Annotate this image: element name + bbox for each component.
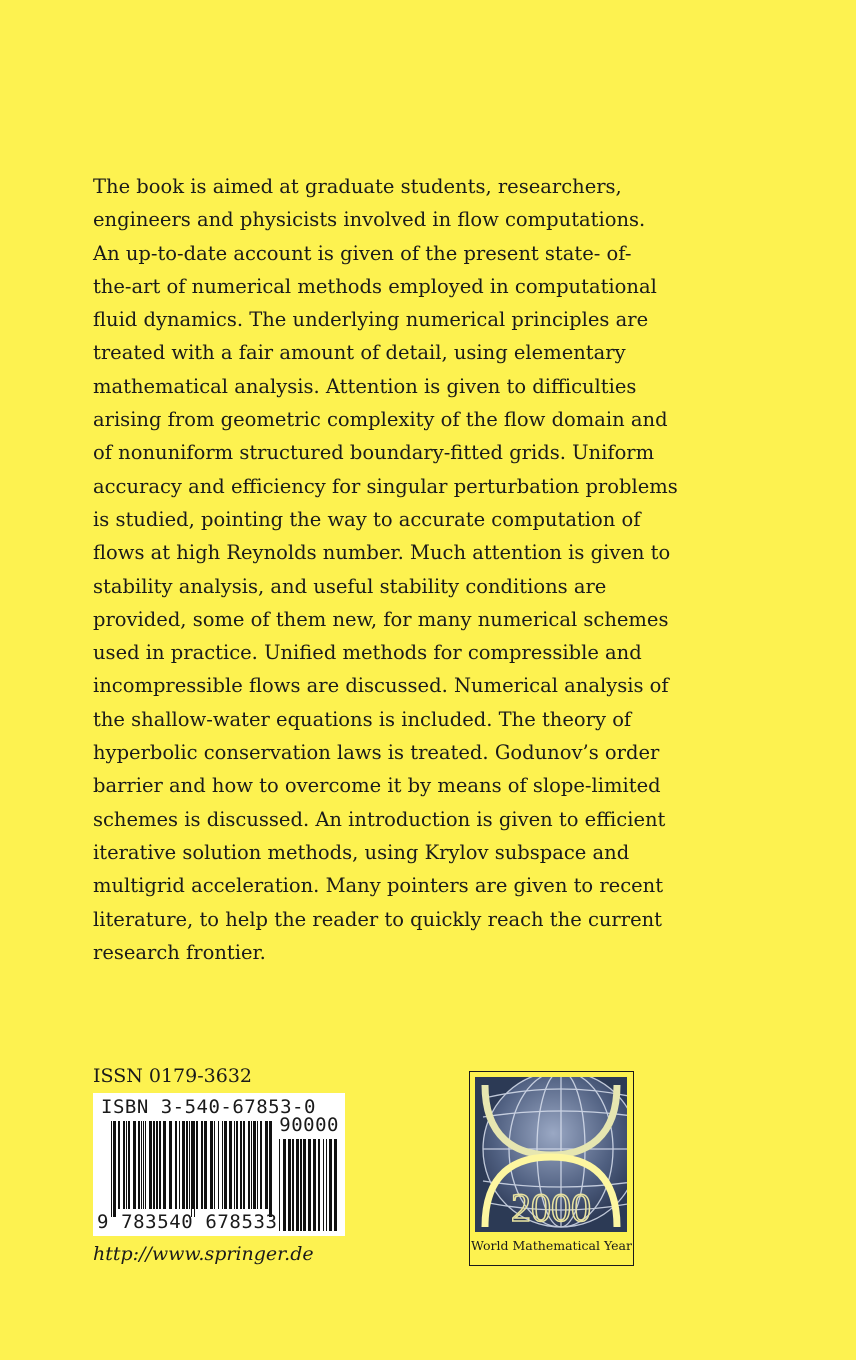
barcode [93,1093,345,1236]
blurb-line: schemes is discussed. An introduction is given to efficient [93,807,666,831]
blurb-line: arising from geometric complexity of the flow domain and [93,408,668,432]
blurb-line: engineers and physicists involved in flow computations. [93,208,646,232]
blurb-line: incompressible flows are discussed. Numerical analysis of [93,674,669,698]
blurb-line: of nonuniform structured boundary-fitted grids. Uniform [93,441,655,465]
issn-number: ISSN 0179-3632 [93,1065,252,1087]
publisher-url[interactable]: http://www.springer.de [93,1243,314,1265]
blurb-line: the-art of numerical methods employed in computational [93,274,657,298]
blurb-line: The book is aimed at graduate students, researchers, [93,175,622,198]
blurb-line: stability analysis, and useful stability conditions are [93,574,607,598]
barcode-isbn-text: ISBN 3-540-67853-0 [101,1096,316,1118]
blurb-line: mathematical analysis. Attention is given to difficulties [93,374,637,398]
barcode-ean-digits: 9 783540 678533 [97,1211,278,1233]
blurb-line: iterative solution methods, using Krylov subspace and [93,840,630,864]
blurb-line: fluid dynamics. The underlying numerical principles are [93,308,649,332]
barcode-addon-digits: 90000 [279,1114,339,1136]
blurb-line: literature, to help the reader to quickly reach the current [93,907,663,931]
back-cover-blurb [93,170,678,969]
blurb-line: treated with a fair amount of detail, using elementary [93,341,626,365]
blurb-line: multigrid acceleration. Many pointers are given to recent [93,874,664,898]
logo-caption: World Mathematical Year [471,1238,632,1253]
blurb-line: research frontier. [93,940,266,964]
blurb-line: the shallow-water equations is included. The theory of [93,707,632,731]
blurb-line: flows at high Reynolds number. Much attention is given to [93,541,671,565]
blurb-line: hyperbolic conservation laws is treated. Godunov’s order [93,741,660,765]
blurb-line: is studied, pointing the way to accurate computation of [93,507,641,531]
blurb-line: barrier and how to overcome it by means of slope-limited [93,774,661,798]
blurb-line: provided, some of them new, for many numerical schemes [93,607,669,631]
blurb-line: accuracy and efficiency for singular perturbation problems [93,474,678,498]
blurb-line: An up-to-date account is given of the present state- of- [93,241,632,265]
blurb-line: used in practice. Unified methods for compressible and [93,641,642,665]
globe-logo-icon [475,1077,627,1232]
svg-text:2000: 2000 [511,1185,591,1230]
world-mathematical-year-logo [469,1071,634,1266]
